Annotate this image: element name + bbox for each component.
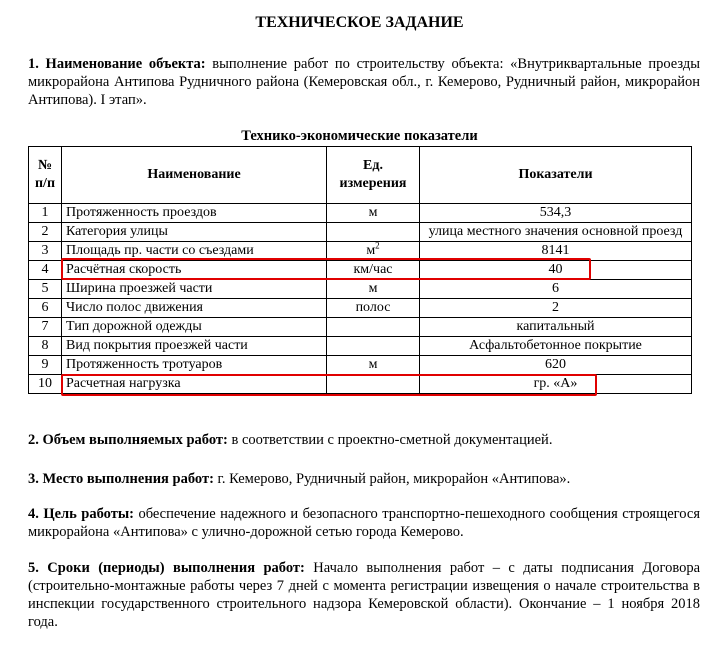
row-value-text: 8141 [541,243,570,258]
row-name-text: Протяженность проездов [66,205,217,220]
row-value [420,318,692,337]
table-row [29,280,692,299]
row-num-text: 10 [38,376,52,391]
row-num-text: 6 [41,300,49,315]
section-label: 2. Объем выполняемых работ: [28,432,228,448]
row-unit-text: м [368,357,378,372]
row-unit-text: км/час [353,262,393,277]
row-unit [327,356,420,375]
row-value-text: 40 [548,262,563,277]
table-header-row [29,147,692,204]
row-value [420,223,692,242]
highlight-row-sidewalks [61,374,597,396]
row-num-text: 7 [41,319,49,334]
row-value-text: 534,3 [539,205,572,220]
row-name [62,280,327,299]
section-purpose [28,505,700,541]
row-num [29,242,62,261]
row-num-text: 2 [41,224,49,239]
row-name-text: Категория улицы [66,224,168,239]
table-row [29,318,692,337]
row-name-text: Площадь пр. части со съездами [66,243,254,258]
row-name [62,318,327,337]
table-title: Технико-экономические показатели [241,128,478,144]
row-name-text: Расчётная скорость [66,262,182,277]
row-name-text: Ширина проезжей части [66,281,213,296]
section-text: Начало выполнения работ – с даты подписания Договора (строительно-монтажные работы через 7 дней с момента регистрации извещения о начале строительства в инспекции государственного строительного надзора Кемеровской области). Окончание – 1 ноября 2018 года. [28,560,700,630]
table-row [29,337,692,356]
row-num [29,299,62,318]
row-num [29,375,62,394]
header-unit: Ед. измерения [327,147,420,204]
row-value [420,337,692,356]
row-value-text: Асфальтобетонное покрытие [469,338,642,353]
row-num-text: 1 [41,205,49,220]
section-label: 1. Наименование объекта: [28,56,206,72]
row-unit [327,337,420,356]
table-row [29,299,692,318]
section-label: 5. Сроки (периоды) выполнения работ: [28,560,305,576]
section-label: 4. Цель работы: [28,506,134,522]
row-unit [327,280,420,299]
row-num [29,280,62,299]
table-row [29,204,692,223]
section-object-name [28,55,700,109]
row-num-text: 5 [41,281,49,296]
row-num [29,204,62,223]
highlight-row-area [61,258,591,280]
row-num [29,261,62,280]
row-name-text: Число полос движения [66,300,203,315]
row-unit [327,299,420,318]
row-unit-text: м [366,243,376,258]
row-value-text: капитальный [516,319,595,334]
section-text: выполнение работ по строительству объекта: «Внутриквартальные проезды микрорайона Антипова Рудничного района (Кемеровская обл., г. Кемерово, Рудничный район, микрорайон Антипова). I этап». [28,56,700,108]
row-name-text: Тип дорожной одежды [66,319,202,334]
row-value [420,356,692,375]
row-unit [327,223,420,242]
row-unit-text: м [368,205,378,220]
row-num [29,223,62,242]
section-text: обеспечение надежного и безопасного транспортно-пешеходного сообщения строящегося микрорайона «Антипова» с улично-дорожной сетью города Кемерово. [28,506,700,540]
row-unit [327,204,420,223]
section-text: г. Кемерово, Рудничный район, микрорайон «Антипова». [213,471,571,487]
row-name [62,223,327,242]
section-text: в соответствии с проектно-сметной документацией. [227,432,553,448]
row-value-text: гр. «А» [533,376,578,391]
row-name-text: Вид покрытия проезжей части [66,338,248,353]
table-row [29,223,692,242]
row-unit [327,318,420,337]
row-num-text: 8 [41,338,49,353]
row-unit-text: м [368,281,378,296]
row-value-text: 2 [552,300,559,315]
row-name [62,356,327,375]
row-num-text: 9 [41,357,49,372]
table-row [29,356,692,375]
row-num-text: 3 [41,243,49,258]
row-value-text: 6 [552,281,559,296]
header-value: Показатели [420,147,692,204]
row-value [420,299,692,318]
row-num [29,318,62,337]
row-value-text: улица местного значения основной проезд [428,224,683,239]
section-location [28,470,700,488]
row-name-text: Протяженность тротуаров [66,357,223,372]
row-num [29,337,62,356]
section-scope [28,431,700,449]
header-num: № п/п [29,147,62,204]
row-num [29,356,62,375]
row-value [420,280,692,299]
row-name-text: Расчетная нагрузка [66,376,181,391]
row-value-text: 620 [545,357,566,372]
page-title: ТЕХНИЧЕСКОЕ ЗАДАНИЕ [255,14,464,31]
section-label: 3. Место выполнения работ: [28,471,214,487]
unit-superscript: 2 [375,240,380,251]
row-value [420,204,692,223]
section-terms [28,559,700,631]
header-name: Наименование [62,147,327,204]
row-name [62,337,327,356]
row-name [62,299,327,318]
row-name [62,204,327,223]
row-unit-text: полос [355,300,391,315]
row-num-text: 4 [41,262,49,277]
